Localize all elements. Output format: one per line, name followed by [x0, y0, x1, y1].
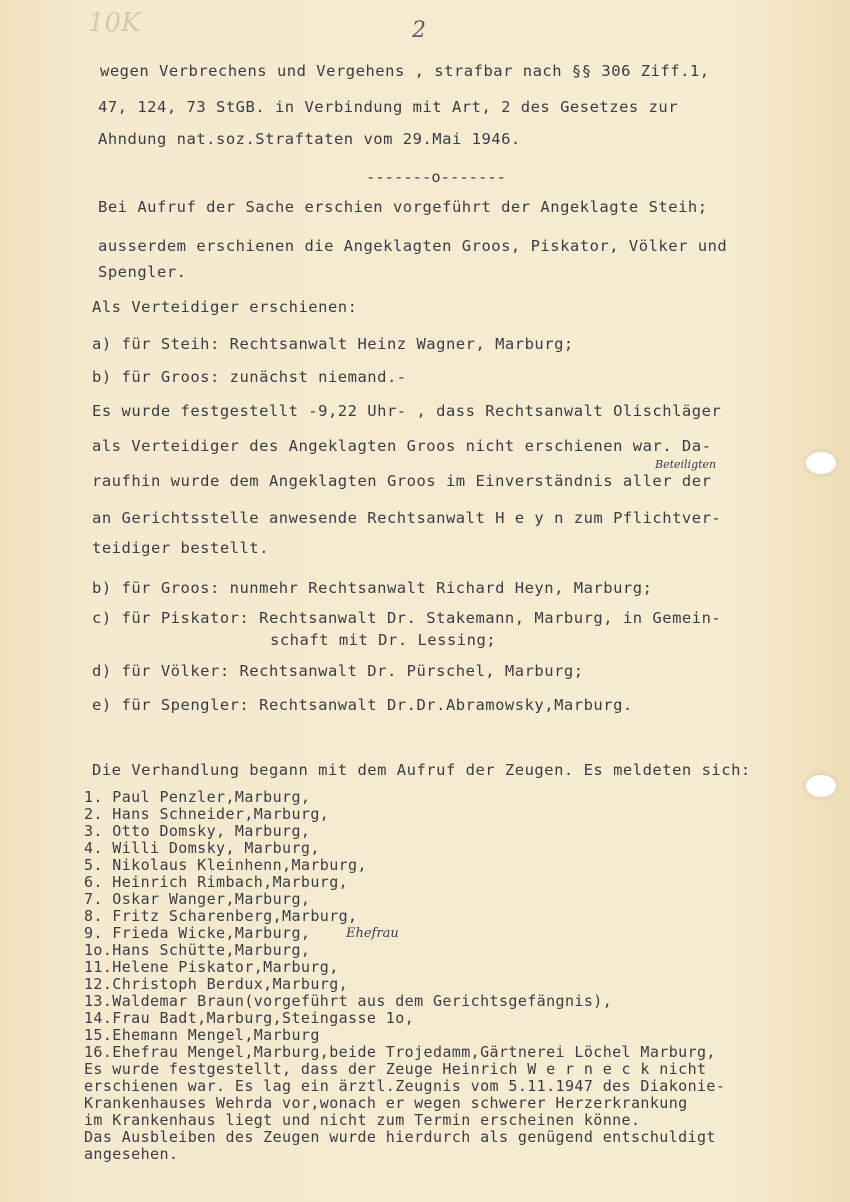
intro-line: Ahndung nat.soz.Straftaten vom 29.Mai 1946.	[98, 130, 521, 148]
closing-line: erschienen war. Es lag ein ärztl.Zeugnis vom 5.11.1947 des Diakonie-	[84, 1077, 726, 1095]
closing-line: Es wurde festgestellt, dass der Zeuge Heinrich W e r n e c k nicht	[84, 1060, 707, 1078]
witness-item: 1. Paul Penzler,Marburg,	[84, 788, 311, 806]
finding-line: teidiger bestellt.	[92, 539, 269, 557]
witness-item: 6. Heinrich Rimbach,Marburg,	[84, 873, 349, 891]
witness-item: 9. Frieda Wicke,Marburg,	[84, 924, 311, 942]
witness-item: 4. Willi Domsky, Marburg,	[84, 839, 320, 857]
faint-archive-mark: 10K	[88, 8, 141, 38]
defender-line: e) für Spengler: Rechtsanwalt Dr.Dr.Abramowsky,Marburg.	[92, 696, 633, 714]
intro-line: wegen Verbrechens und Vergehens , strafbar nach §§ 306 Ziff.1,	[100, 62, 710, 80]
defender-line: b) für Groos: zunächst niemand.-	[92, 368, 407, 386]
call-line: ausserdem erschienen die Angeklagten Groos, Piskator, Völker und	[98, 237, 728, 255]
witness-item: 5. Nikolaus Kleinhenn,Marburg,	[84, 856, 367, 874]
finding-line: Es wurde festgestellt -9,22 Uhr- , dass Rechtsanwalt Olischläger	[92, 402, 722, 420]
section-separator: -------o-------	[366, 168, 506, 186]
hearing-intro: Die Verhandlung begann mit dem Aufruf der Zeugen. Es meldeten sich:	[92, 761, 751, 779]
defenders-heading: Als Verteidiger erschienen:	[92, 298, 358, 316]
defender-line: a) für Steih: Rechtsanwalt Heinz Wagner, Marburg;	[92, 335, 574, 353]
defender-line: d) für Völker: Rechtsanwalt Dr. Pürschel, Marburg;	[92, 662, 584, 680]
defender-line: schaft mit Dr. Lessing;	[270, 631, 497, 649]
closing-line: im Krankenhaus liegt und nicht zum Termin erscheinen könne.	[84, 1111, 641, 1129]
paper-hole	[806, 452, 836, 474]
defender-line: c) für Piskator: Rechtsanwalt Dr. Stakemann, Marburg, in Gemein-	[92, 609, 722, 627]
call-line: Spengler.	[98, 263, 187, 281]
closing-line: Krankenhauses Wehrda vor,wonach er wegen schwerer Herzerkrankung	[84, 1094, 688, 1112]
witness-item: 12.Christoph Berdux,Marburg,	[84, 975, 349, 993]
witness-item: 1o.Hans Schütte,Marburg,	[84, 941, 311, 959]
defender-line: b) für Groos: nunmehr Rechtsanwalt Richard Heyn, Marburg;	[92, 579, 653, 597]
witness-handwritten-note: Ehefrau	[346, 926, 399, 941]
paper-hole	[806, 775, 836, 797]
witness-item: 8. Fritz Scharenberg,Marburg,	[84, 907, 358, 925]
call-line: Bei Aufruf der Sache erschien vorgeführt der Angeklagte Steih;	[98, 198, 708, 216]
witness-item: 7. Oskar Wanger,Marburg,	[84, 890, 311, 908]
witness-item: 3. Otto Domsky, Marburg,	[84, 822, 311, 840]
handwritten-insert: Beteiligten	[655, 458, 717, 471]
finding-line: als Verteidiger des Angeklagten Groos nicht erschienen war. Da-	[92, 437, 712, 455]
witness-item: 14.Frau Badt,Marburg,Steingasse 1o,	[84, 1009, 415, 1027]
witness-item: 2. Hans Schneider,Marburg,	[84, 805, 330, 823]
finding-line: an Gerichtsstelle anwesende Rechtsanwalt H e y n zum Pflichtver-	[92, 509, 722, 527]
closing-line: angesehen.	[84, 1145, 179, 1163]
witness-item: 13.Waldemar Braun(vorgeführt aus dem Gerichtsgefängnis),	[84, 992, 613, 1010]
intro-line: 47, 124, 73 StGB. in Verbindung mit Art, 2 des Gesetzes zur	[98, 98, 679, 116]
witness-item: 11.Helene Piskator,Marburg,	[84, 958, 339, 976]
finding-line: raufhin wurde dem Angeklagten Groos im Einverständnis aller der	[92, 472, 712, 490]
closing-line: Das Ausbleiben des Zeugen wurde hierdurch als genügend entschuldigt	[84, 1128, 716, 1146]
witness-item: 16.Ehefrau Mengel,Marburg,beide Trojedamm,Gärtnerei Löchel Marburg,	[84, 1043, 716, 1061]
page-number: 2	[412, 18, 426, 43]
witness-item: 15.Ehemann Mengel,Marburg	[84, 1026, 320, 1044]
